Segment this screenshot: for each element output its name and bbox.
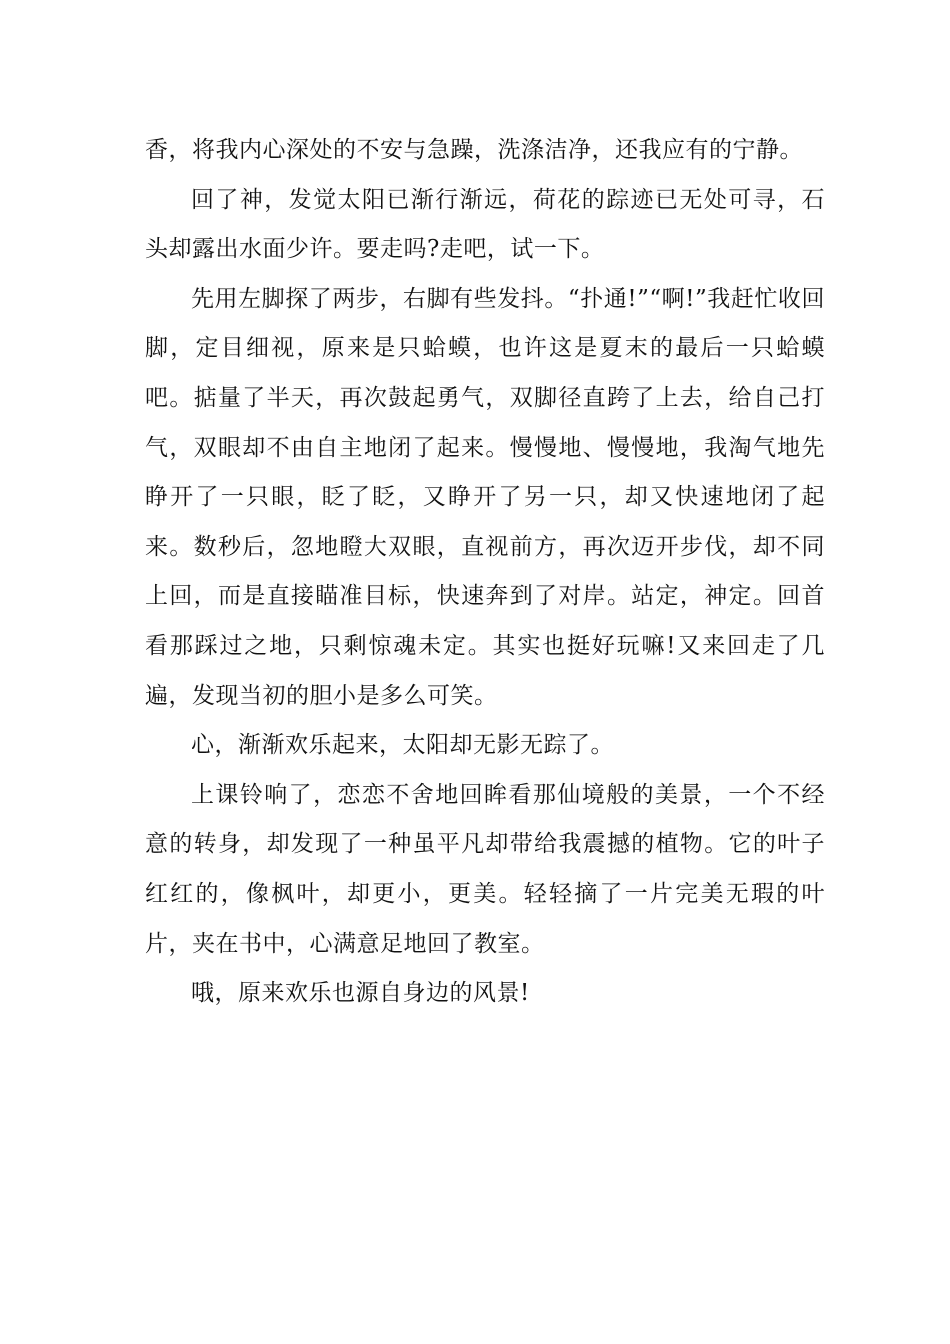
paragraph-5: 上课铃响了，恋恋不舍地回眸看那仙境般的美景，一个不经意的转身，却发现了一种虽平凡却带给我震撼的植物。它的叶子红红的，像枫叶，却更小，更美。轻轻摘了一片完美无瑕的叶片，夹在书中，心满意足地回了教室。 <box>145 781 825 957</box>
paragraph-6: 哦，原来欢乐也源自身边的风景! <box>191 980 530 1007</box>
document-body <box>145 126 825 1019</box>
paragraph-4: 心，渐渐欢乐起来，太阳却无影无踪了。 <box>191 732 614 759</box>
paragraph-1: 香，将我内心深处的不安与急躁，洗涤洁净，还我应有的宁静。 <box>145 137 803 163</box>
paragraph-3: 先用左脚探了两步，右脚有些发抖。“扑通!”“啊!”我赶忙收回脚，定目细视，原来是只蛤蟆，也许这是夏末的最后一只蛤蟆吧。掂量了半天，再次鼓起勇气，双脚径直跨了上去，给自己打气，双眼却不由自主地闭了起来。慢慢地、慢慢地，我淘气地先睁开了一只眼，眨了眨，又睁开了另一只，却又快速地闭了起来。数秒后，忽地瞪大双眼，直视前方，再次迈开步伐，却不同上回，而是直接瞄准目标，快速奔到了对岸。站定，神定。回首看那踩过之地，只剩惊魂未定。其实也挺好玩嘛!又来回走了几遍，发现当初的胆小是多么可笑。 <box>145 285 825 709</box>
paragraph-2: 回了神，发觉太阳已渐行渐远，荷花的踪迹已无处可寻，石头却露出水面少许。要走吗?走吧，试一下。 <box>145 186 825 263</box>
